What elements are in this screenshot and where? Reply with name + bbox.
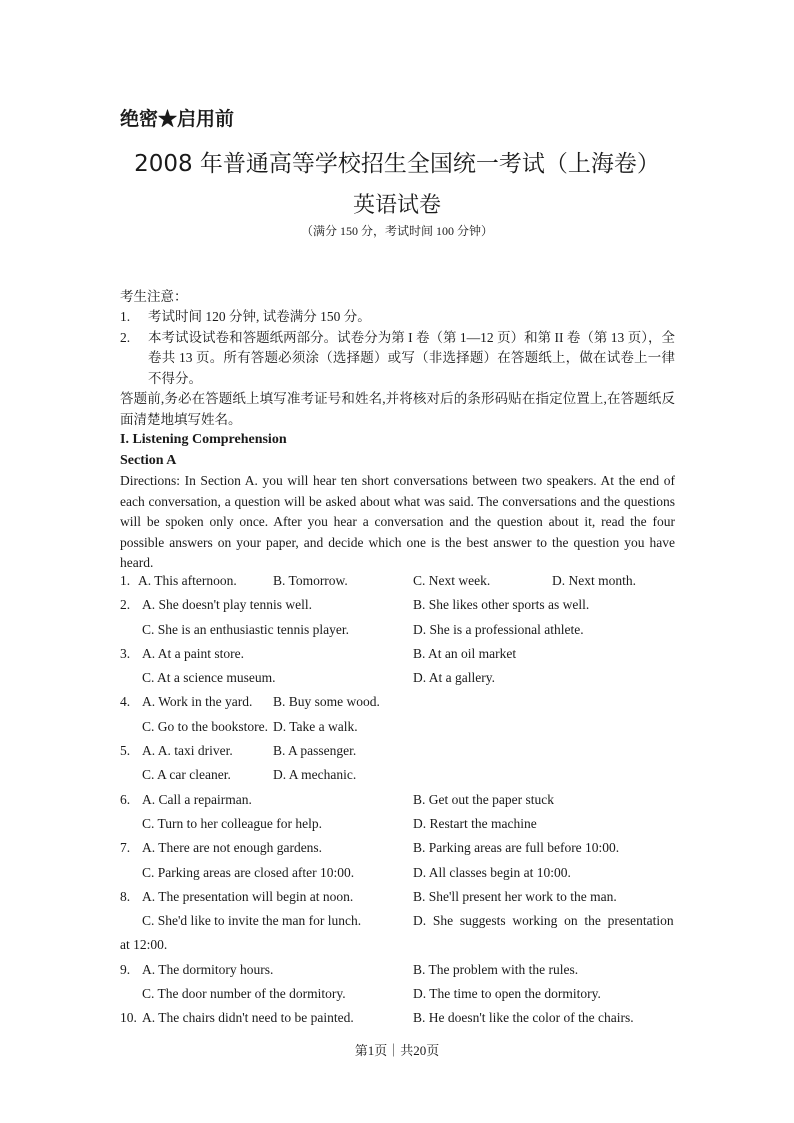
option-c: C. The door number of the dormitory. — [142, 986, 346, 1002]
option-b: B. At an oil market — [413, 645, 517, 661]
question-number: 9. — [120, 961, 131, 977]
question-row — [120, 1010, 675, 1034]
note-text: 考试时间 120 分钟, 试卷满分 150 分。 — [148, 309, 371, 324]
question-row — [120, 889, 675, 913]
option-c: C. She'd like to invite the man for lunch. — [142, 913, 362, 929]
option-a: A. At a paint store. — [142, 645, 244, 661]
question-row — [120, 792, 675, 816]
option-c: C. At a science museum. — [142, 670, 276, 686]
question-row — [120, 913, 675, 937]
question-row — [120, 767, 675, 791]
option-b: B. A passenger. — [273, 743, 357, 759]
question-number: 1. — [120, 573, 131, 588]
question-row — [120, 719, 675, 743]
question-row — [120, 694, 675, 718]
question-number: 5. — [120, 743, 131, 759]
option-d: D. Restart the machine — [413, 815, 537, 831]
option-c: C. A car cleaner. — [142, 767, 231, 783]
option-c: C. Turn to her colleague for help. — [142, 815, 322, 831]
exam-note: （满分 150 分，考试时间 100 分钟） — [300, 224, 493, 238]
notes-title: 考生注意： — [120, 289, 188, 304]
question-number: 7. — [120, 840, 131, 856]
question-number: 10. — [120, 1010, 137, 1026]
question-row — [120, 743, 675, 767]
note-number: 1. — [120, 309, 131, 324]
question-row — [120, 840, 675, 864]
option-d-continuation: at 12:00. — [120, 937, 168, 953]
question-number: 6. — [120, 791, 131, 807]
option-c: C. She is an enthusiastic tennis player. — [142, 621, 349, 637]
question-number: 2. — [120, 597, 131, 613]
confidential-label: 绝密★启用前 — [120, 109, 235, 130]
question-row — [120, 937, 675, 961]
question-row — [120, 573, 675, 597]
option-d: D. A mechanic. — [273, 767, 357, 783]
option-a: A. She doesn't play tennis well. — [142, 597, 313, 613]
option-a: A. The presentation will begin at noon. — [142, 888, 354, 904]
question-row — [120, 646, 675, 670]
option-d: D. She suggests working on the presentation — [413, 913, 674, 929]
section-heading: I. Listening Comprehension — [120, 432, 287, 447]
option-b: B. He doesn't like the color of the chairs. — [413, 1010, 634, 1026]
option-d: D. The time to open the dormitory. — [413, 986, 601, 1002]
question-row — [120, 816, 675, 840]
question-row — [120, 865, 675, 889]
page-footer: 第1页｜共20页 — [354, 1043, 440, 1058]
option-a: A. A. taxi driver. — [142, 743, 233, 759]
option-b: B. She likes other sports as well. — [413, 597, 590, 613]
instructions-block — [120, 287, 675, 574]
question-row — [120, 597, 675, 621]
option-d: D. She is a professional athlete. — [413, 621, 584, 637]
option-b: B. Get out the paper stuck — [413, 791, 554, 807]
section-subheading: Section A — [120, 452, 177, 468]
directions-text: Directions: In Section A. you will hear ten short conversations between two speakers. At the end of each conversation, a question will be asked about what was said. The conversations and the questions will be spoken only once. After you hear a conversation and the question about it, read the four possible answers on your paper, and decide which one is the best answer to the question you have heard. — [120, 473, 675, 570]
option-a: A. There are not enough gardens. — [142, 840, 323, 856]
question-number: 8. — [120, 888, 131, 904]
note-extra: 答题前,务必在答题纸上填写准考证号和姓名,并将核对后的条形码贴在指定位置上,在答题纸反面清楚地填写姓名。 — [120, 391, 675, 427]
option-b: B. She'll present her work to the man. — [413, 888, 617, 904]
option-c: C. Go to the bookstore. — [142, 718, 268, 734]
option-d: D. Take a walk. — [273, 718, 358, 734]
exam-subtitle: 英语试卷 — [352, 193, 441, 218]
option-b: B. Buy some wood. — [273, 694, 380, 710]
option-b: B. The problem with the rules. — [413, 961, 579, 977]
option-d: D. Next month. — [552, 573, 636, 588]
question-number: 3. — [120, 645, 131, 661]
question-row — [120, 986, 675, 1010]
question-number: 4. — [120, 694, 131, 710]
note-item — [120, 328, 675, 390]
option-d: D. At a gallery. — [413, 670, 495, 686]
question-row — [120, 622, 675, 646]
question-row — [120, 670, 675, 694]
option-d: D. All classes begin at 10:00. — [413, 864, 571, 880]
option-b: B. Tomorrow. — [273, 573, 348, 588]
option-a: A. Call a repairman. — [142, 791, 252, 807]
option-c: C. Parking areas are closed after 10:00. — [142, 864, 355, 880]
note-text: 本考试设试卷和答题纸两部分。试卷分为第 I 卷（第 1—12 页）和第 II 卷（第 13 页），全卷共 13 页。所有答题必须涂（选择题）或写（非选择题）在答题纸上，做在试卷上一律不得分。 — [148, 329, 675, 386]
exam-title: 2008 年普通高等学校招生全国统一考试（上海卷） — [134, 151, 660, 177]
note-item — [120, 307, 675, 328]
option-b: B. Parking areas are full before 10:00. — [413, 840, 620, 856]
option-a: A. Work in the yard. — [142, 694, 253, 710]
option-a: A. This afternoon. — [138, 573, 237, 588]
question-row — [120, 962, 675, 986]
note-number: 2. — [120, 329, 131, 345]
option-a: A. The dormitory hours. — [142, 961, 274, 977]
option-c: C. Next week. — [413, 573, 491, 588]
option-a: A. The chairs didn't need to be painted. — [142, 1010, 354, 1026]
question-list — [120, 573, 675, 1035]
